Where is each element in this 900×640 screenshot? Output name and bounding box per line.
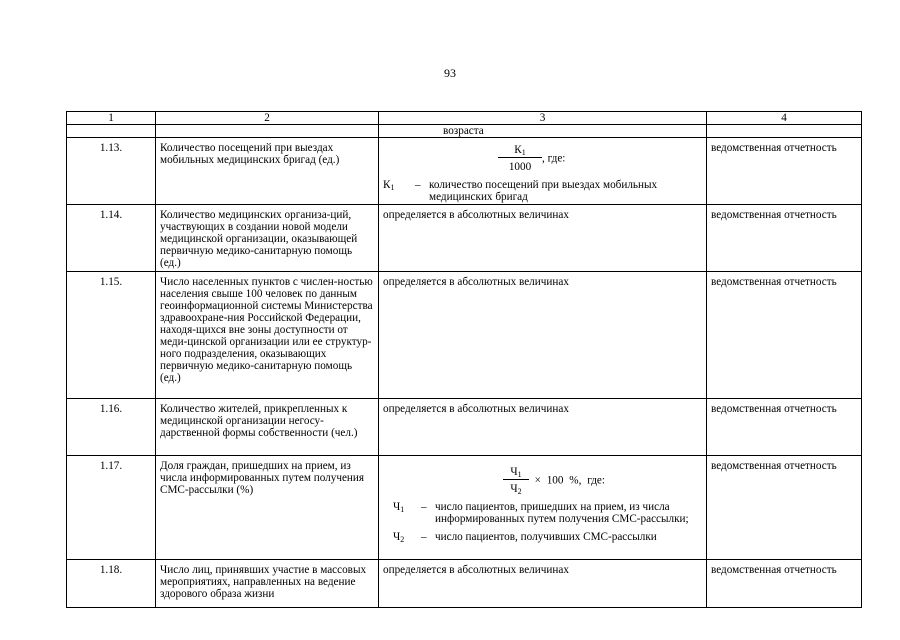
calculation-method: определяется в абсолютных величинах	[379, 560, 707, 608]
definition-dash: –	[421, 531, 427, 543]
calculation-method: определяется в абсолютных величинах	[379, 205, 707, 272]
calculation-method	[379, 138, 707, 205]
numerator-subscript: 1	[521, 148, 526, 157]
denominator-subscript: 2	[517, 487, 522, 496]
indicator-name: Число лиц, принявших участие в массовых мероприятиях, направленных на ведение здорового образа жизни	[156, 560, 379, 608]
indicator-name: Число населенных пунктов с числен-ностью населения свыше 100 человек по данным геоинформационной системы Министерства здравоохране-ния Российской Федерации, находя-щихся вне зоны доступности от меди-цинской организации или ее структур-ного подразделения, оказывающих первичную медико-санитарную помощь (ед.)	[156, 272, 379, 399]
data-source: ведомственная отчетность	[707, 205, 862, 272]
formula	[503, 466, 702, 495]
data-source: ведомственная отчетность	[707, 456, 862, 560]
column-number: 1	[67, 112, 156, 125]
table-row	[67, 399, 862, 456]
indicator-name: Доля граждан, пришедших на прием, из числа информированных путем получения СМС-рассылки (%)	[156, 456, 379, 560]
formula-tail: × 100 %, где:	[534, 474, 605, 487]
definition-text: число пациентов, пришедших на прием, из числа информированных путем получения СМС-рассылки;	[435, 501, 689, 525]
numerator	[498, 144, 542, 158]
column-number: 3	[379, 112, 707, 125]
variable-definition	[383, 501, 702, 525]
fraction	[503, 466, 529, 495]
continuation-text: возраста	[443, 125, 484, 137]
row-number: 1.13.	[67, 138, 156, 205]
data-source: ведомственная отчетность	[707, 272, 862, 399]
indicator-name: Количество посещений при выездах мобильных медицинских бригад (ед.)	[156, 138, 379, 205]
column-number-row	[67, 112, 862, 125]
symbol-subscript: 1	[390, 183, 395, 192]
fraction	[498, 144, 542, 173]
calculation-method: определяется в абсолютных величинах	[379, 399, 707, 456]
table-row	[67, 272, 862, 399]
symbol-subscript: 2	[400, 535, 405, 544]
table-row	[67, 205, 862, 272]
variable-definition	[383, 531, 702, 543]
variable-symbol	[383, 531, 421, 543]
indicators-table	[66, 111, 862, 608]
definition-dash: –	[421, 501, 427, 513]
symbol-letter: К	[383, 179, 391, 191]
row-number: 1.17.	[67, 456, 156, 560]
symbol-letter: Ч	[393, 501, 401, 513]
variable-symbol	[383, 179, 415, 203]
table-row	[67, 138, 862, 205]
row-number: 1.16.	[67, 399, 156, 456]
indicator-name: Количество медицинских организа-ций, участвующих в создании новой модели медицинской организации, оказывающей первичную медико-санитарную помощь (ед.)	[156, 205, 379, 272]
definition-dash: –	[415, 179, 421, 191]
table-row	[67, 456, 862, 560]
symbol-subscript: 1	[400, 505, 405, 514]
table-row	[67, 560, 862, 608]
formula-tail: , где:	[542, 152, 566, 165]
column-number: 2	[156, 112, 379, 125]
denominator-symbol: Ч	[510, 483, 518, 495]
row-number: 1.14.	[67, 205, 156, 272]
column-number: 4	[707, 112, 862, 125]
empty-cell	[67, 125, 156, 138]
calculation-method	[379, 456, 707, 560]
numerator-subscript: 1	[517, 470, 522, 479]
variable-definition	[383, 179, 702, 203]
continuation-cell	[379, 125, 707, 138]
definition-text: число пациентов, получивших СМС-рассылки	[435, 531, 657, 543]
page-number: 93	[444, 66, 456, 80]
row-number: 1.15.	[67, 272, 156, 399]
continuation-row	[67, 125, 862, 138]
definition-text: количество посещений при выездах мобильных медицинских бригад	[429, 179, 658, 203]
data-source: ведомственная отчетность	[707, 138, 862, 205]
denominator: 1000	[508, 161, 532, 173]
row-number: 1.18.	[67, 560, 156, 608]
indicator-name: Количество жителей, прикрепленных к медицинской организации негосу-дарственной формы собственности (чел.)	[156, 399, 379, 456]
formula	[498, 144, 702, 173]
denominator	[503, 480, 529, 495]
empty-cell	[156, 125, 379, 138]
data-source: ведомственная отчетность	[707, 560, 862, 608]
numerator	[503, 466, 529, 480]
numerator-symbol: Ч	[510, 466, 518, 478]
numerator-symbol: К	[514, 144, 522, 156]
calculation-method: определяется в абсолютных величинах	[379, 272, 707, 399]
empty-cell	[707, 125, 862, 138]
variable-symbol	[383, 501, 421, 525]
symbol-letter: Ч	[393, 531, 401, 543]
data-source: ведомственная отчетность	[707, 399, 862, 456]
